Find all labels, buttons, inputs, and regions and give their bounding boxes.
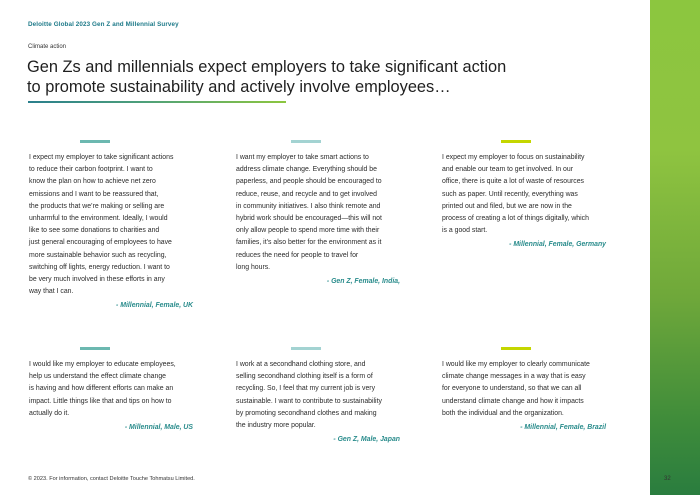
survey-title: Deloitte Global 2023 Gen Z and Millennial Survey [28,21,179,28]
quote-line: address climate change. Everything should be [236,166,377,174]
quote-line: long hours. [236,263,271,271]
quote-line: printed out and filed, but we are now in the [442,202,572,210]
headline-line: to promote sustainability and actively involve employees… [27,78,451,96]
quote-text [236,359,404,446]
decorative-sidebar [650,0,700,495]
quote-line: for everyone to understand, so that we can all [442,385,582,393]
quote-line: process of creating a lot of things digitally, which [442,215,589,223]
quote-line: reduces the need for people to travel for [236,251,359,259]
quote-text [29,152,197,313]
quote-line: the products that we’re making or selling are [29,202,165,210]
quote-attribution: - Millennial, Male, US [124,424,193,432]
quote-line: hybrid work should be encouraged—this will not [236,215,382,223]
quote-line: be very much involved in these efforts in any [29,276,165,284]
quote-line: like to see some donations to charities and [29,227,160,235]
quote-line: selling secondhand clothing itself is a form of [236,373,373,381]
quote-accent-bar [291,140,321,143]
quote-line: I expect my employer to take significant actions [29,154,174,161]
page-headline [27,57,547,97]
quote-line: the industry more popular. [236,422,316,430]
quote-line: switching off lights, energy reduction. I want to [29,263,170,271]
footer-copyright: © 2023. For information, contact Deloitte Touche Tohmatsu Limited. [28,476,195,482]
quote-accent-bar [80,347,110,350]
quote-line: emissions and I want to be reassured that, [29,190,159,198]
quote-line: and enable our team to get involved. In our [442,166,574,174]
quote-line: I would like my employer to clearly communicate [442,361,590,368]
quote-accent-bar [291,347,321,350]
quote-line: such as paper. Until recently, everything was [442,190,578,198]
quote-line: office, there is quite a lot of waste of resources [442,178,584,186]
quote-line: I would like my employer to educate employees, [29,361,176,368]
quote-line: unharmful to the environment. Ideally, I would [29,215,168,223]
quote-attribution: - Gen Z, Male, Japan [333,436,400,444]
quote-line: by promoting secondhand clothes and making [236,409,377,417]
quote-line: I work at a secondhand clothing store, and [236,361,366,368]
quote-accent-bar [501,347,531,350]
quote-line: I expect my employer to focus on sustainability [442,154,585,161]
quote-attribution: - Gen Z, Female, India, [326,278,400,286]
quote-line: only allow people to spend more time with their [236,227,380,235]
quote-line: know the plan on how to achieve net zero [29,178,156,186]
quote-line: actually do it. [29,409,70,417]
quote-text [29,359,197,434]
quote-line: is a good start. [442,227,488,235]
quote-line: help us understand the effect climate change [29,373,167,381]
quote-accent-bar [501,140,531,143]
quote-attribution: - Millennial, Female, Brazil [520,424,606,432]
quote-line: to reduce their carbon footprint. I want to [29,166,153,174]
quote-line: recycling. So, I feel that my current job is very [236,385,376,393]
quote-line: more sustainable behavior such as recycling, [29,251,167,259]
quote-line: both the individual and the organization. [442,409,564,417]
quote-line: reduce, reuse, and recycle and to get involved [236,190,377,198]
quote-attribution: - Millennial, Female, Germany [509,241,606,249]
quote-line: way that I can. [29,288,74,296]
quote-attribution: - Millennial, Female, UK [116,302,193,310]
quote-text [442,152,610,252]
quote-line: understand climate change and how it impacts [442,397,584,405]
quote-line: I want my employer to take smart actions to [236,154,369,161]
page-number: 32 [664,476,671,482]
section-label: Climate action [28,44,67,50]
quote-line: families, it’s also better for the environment as it [236,239,382,247]
quote-text [442,359,610,434]
headline-underline [28,101,286,103]
quote-line: climate change messages in a way that is easy [442,373,586,381]
quote-line: paperless, and people should be encouraged to [236,178,382,186]
headline-line: Gen Zs and millennials expect employers to take significant action [27,58,507,76]
quote-text [236,152,404,288]
quote-accent-bar [80,140,110,143]
quote-line: in community initiatives. I also think remote and [236,202,381,210]
quote-line: impact. Little things like that and tips on how to [29,397,172,405]
quote-line: just general encouraging of employees to have [29,239,172,247]
quote-line: is having and how different efforts can make an [29,385,174,393]
quote-line: sustainable. I want to contribute to sustainability [236,397,382,405]
